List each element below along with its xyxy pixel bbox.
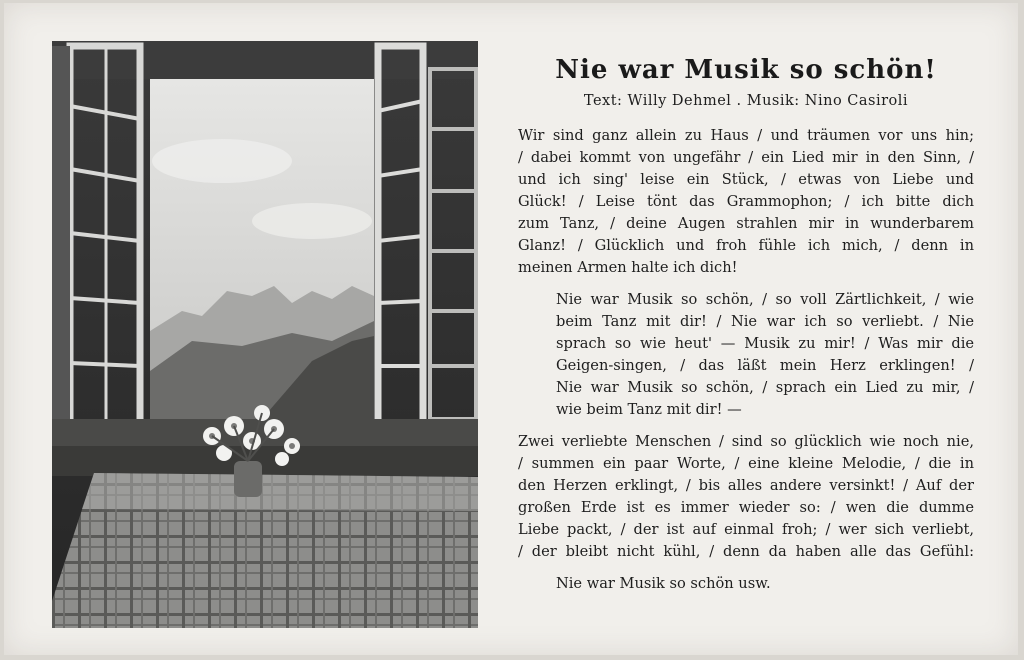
verse-line: / dabei kommt von ungefähr / ein Lied mir in den Sinn, / <box>518 149 974 166</box>
verse-1 <box>518 125 974 279</box>
verse-line: Wir sind ganz allein zu Haus / und träumen vor uns hin; <box>518 127 974 144</box>
verse-line: großen Erde ist es immer wieder so: / wen die dumme <box>518 499 974 516</box>
verse-line: und ich sing' leise ein Stück, / etwas von Liebe und <box>518 171 974 188</box>
refrain-line: Nie war Musik so schön, / so voll Zärtlichkeit, / wie <box>556 291 974 308</box>
postcard <box>4 3 1018 655</box>
window-photo <box>52 41 478 628</box>
verse-line: Glück! / Leise tönt das Grammophon; / ich bitte dich <box>518 193 974 210</box>
refrain-line: Nie war Musik so schön, / sprach ein Lied zu mir, / <box>556 379 974 396</box>
verse-line: / der bleibt nicht kühl, / denn da haben alle das Gefühl: <box>518 543 974 560</box>
closing-line: Nie war Musik so schön usw. <box>556 575 771 592</box>
verse-line: den Herzen erklingt, / bis alles andere versinkt! / Auf der <box>518 477 974 494</box>
refrain <box>556 289 974 421</box>
verse-line: zum Tanz, / deine Augen strahlen mir in wunderbarem <box>518 215 974 232</box>
song-title: Nie war Musik so schön! <box>555 55 937 85</box>
refrain-line: Geigen-singen, / das läßt mein Herz erklingen! / <box>556 357 974 374</box>
verse-line: Glanz! / Glücklich und froh fühle ich mich, / denn in <box>518 237 974 254</box>
verse-line: / summen ein paar Worte, / eine kleine Melodie, / die in <box>518 455 974 472</box>
song-credits: Text: Willy Dehmel . Musik: Nino Casiroli <box>583 93 909 109</box>
verse-line: Liebe packt, / der ist auf einmal froh; / wer sich verliebt, <box>518 521 974 538</box>
refrain-line: wie beim Tanz mit dir! — <box>556 401 742 418</box>
verse-2 <box>518 431 974 563</box>
verse-line: Zwei verliebte Menschen / sind so glücklich wie noch nie, <box>518 433 974 450</box>
refrain-line: beim Tanz mit dir! / Nie war ich so verliebt. / Nie <box>556 313 974 330</box>
song-text <box>518 55 974 595</box>
refrain-line: sprach so wie heut' — Musik zu mir! / Was mir die <box>556 335 974 352</box>
window-view-illustration <box>52 41 478 628</box>
verse-line: meinen Armen halte ich dich! <box>518 259 738 276</box>
